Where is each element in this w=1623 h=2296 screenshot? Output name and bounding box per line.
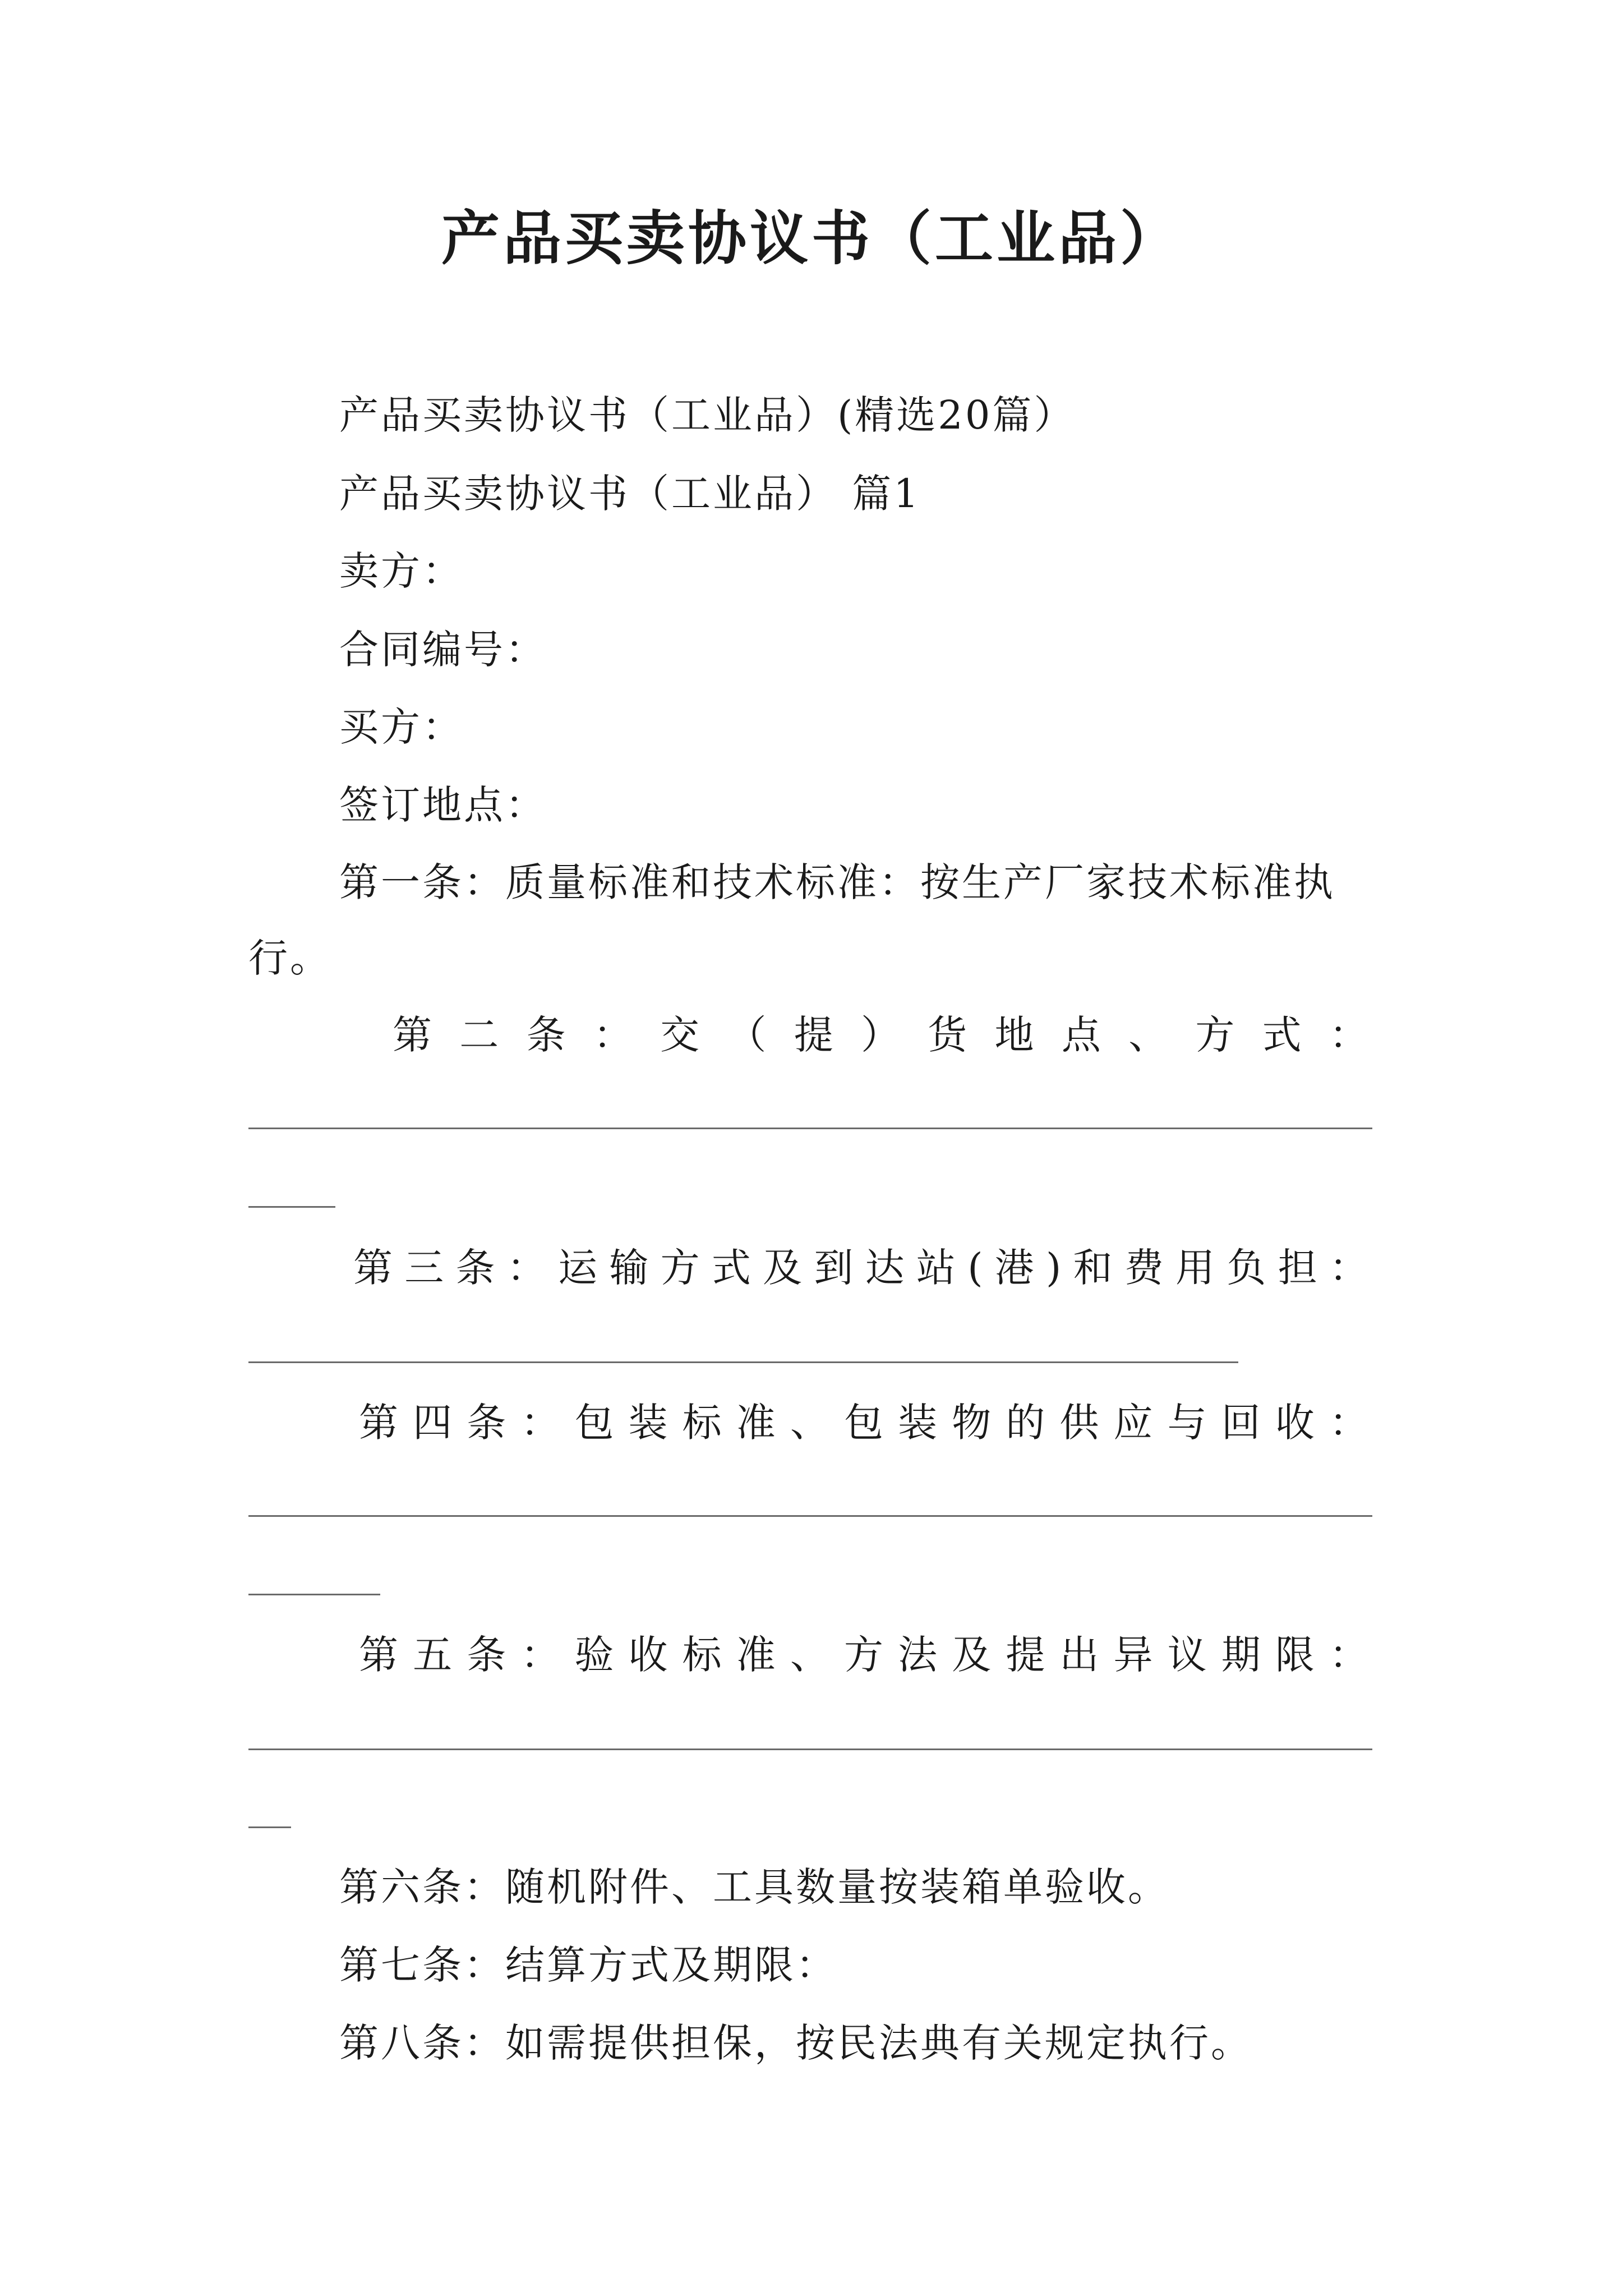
char: 条 [455, 1245, 495, 1291]
char: ： [1329, 1400, 1368, 1446]
char: 第 [359, 1400, 398, 1446]
char: 限 [1275, 1632, 1315, 1678]
seller-label: 卖方： [339, 548, 464, 594]
char: 港 [994, 1245, 1034, 1291]
clause-8: 第八条：如需提供担保，按民法典有关规定执行。 [339, 2020, 1252, 2066]
clause-3 [353, 1240, 1368, 1296]
char: 方 [660, 1245, 700, 1291]
fill-in-line [248, 1749, 1372, 1750]
fill-in-line [248, 1515, 1372, 1517]
char: ： [520, 1400, 560, 1446]
char: 三 [404, 1245, 444, 1291]
char: 第 [353, 1245, 393, 1291]
char: ： [520, 1632, 560, 1678]
char: 条 [526, 1012, 566, 1058]
char: 地 [994, 1012, 1034, 1058]
char: 担 [1278, 1245, 1317, 1291]
char: 及 [952, 1632, 992, 1678]
char: 准 [736, 1400, 776, 1446]
char: 条 [467, 1632, 506, 1678]
char: 装 [628, 1400, 668, 1446]
char: 、 [790, 1632, 829, 1678]
clause-1-line-1: 第一条：质量标准和技术标准：按生产厂家技术标准执 [339, 859, 1335, 905]
char: 提 [794, 1012, 833, 1058]
clause-4 [359, 1395, 1368, 1451]
char: ： [1329, 1012, 1368, 1058]
char: 验 [574, 1632, 614, 1678]
fill-in-line [248, 1206, 335, 1208]
char: ( [967, 1245, 983, 1291]
char: 和 [1073, 1245, 1113, 1291]
char: 四 [413, 1400, 453, 1446]
section-heading: 产品买卖协议书（工业品） 篇1 [339, 471, 921, 517]
char: 输 [609, 1245, 649, 1291]
clause-2 [393, 1007, 1368, 1063]
char: 费 [1124, 1245, 1164, 1291]
char: 负 [1227, 1245, 1266, 1291]
char: 期 [1221, 1632, 1261, 1678]
document-title: 产品买卖协议书（工业品） [441, 204, 1182, 273]
char: 式 [711, 1245, 751, 1291]
char: 点 [1061, 1012, 1101, 1058]
char: 、 [790, 1400, 829, 1446]
char: 标 [682, 1632, 722, 1678]
char: 应 [1113, 1400, 1153, 1446]
char: ： [1329, 1632, 1368, 1678]
char: 运 [558, 1245, 598, 1291]
clause-1-line-2: 行。 [248, 935, 331, 981]
fill-in-line [248, 1826, 291, 1828]
contract-number-label: 合同编号： [339, 627, 547, 673]
buyer-label: 买方： [339, 704, 464, 750]
char: 包 [574, 1400, 614, 1446]
char: 供 [1059, 1400, 1099, 1446]
char: 出 [1059, 1632, 1099, 1678]
char: 货 [928, 1012, 967, 1058]
char: 物 [952, 1400, 992, 1446]
char: 议 [1167, 1632, 1207, 1678]
char: 收 [1275, 1400, 1315, 1446]
char: ： [1329, 1245, 1368, 1291]
char: 方 [1195, 1012, 1235, 1058]
char: 包 [843, 1400, 883, 1446]
char: 法 [898, 1632, 938, 1678]
char: ： [506, 1245, 546, 1291]
char: 条 [467, 1400, 506, 1446]
char: 标 [682, 1400, 722, 1446]
char: 第 [393, 1012, 432, 1058]
document-subtitle: 产品买卖协议书（工业品）(精选20篇） [339, 392, 1076, 438]
char: ） [860, 1012, 900, 1058]
clause-6: 第六条：随机附件、工具数量按装箱单验收。 [339, 1864, 1169, 1910]
char: 提 [1006, 1632, 1045, 1678]
char: 五 [413, 1632, 453, 1678]
char: 交 [660, 1012, 700, 1058]
signing-place-label: 签订地点： [339, 782, 547, 828]
char: 装 [898, 1400, 938, 1446]
fill-in-line [248, 1361, 1238, 1363]
char: 及 [763, 1245, 803, 1291]
char: （ [727, 1012, 767, 1058]
char: 与 [1167, 1400, 1207, 1446]
char: ) [1046, 1245, 1062, 1291]
char: 站 [916, 1245, 956, 1291]
clause-7: 第七条：结算方式及期限： [339, 1942, 837, 1988]
char: 用 [1175, 1245, 1215, 1291]
char: 的 [1006, 1400, 1045, 1446]
char: 到 [814, 1245, 854, 1291]
fill-in-line [248, 1594, 380, 1595]
char: 、 [1128, 1012, 1168, 1058]
char: 准 [736, 1632, 776, 1678]
char: 收 [628, 1632, 668, 1678]
clause-5 [359, 1627, 1368, 1683]
char: ： [593, 1012, 633, 1058]
char: 二 [459, 1012, 499, 1058]
char: 式 [1262, 1012, 1302, 1058]
char: 回 [1221, 1400, 1261, 1446]
char: 达 [865, 1245, 905, 1291]
fill-in-line [248, 1128, 1372, 1129]
char: 异 [1113, 1632, 1153, 1678]
char: 方 [843, 1632, 883, 1678]
char: 第 [359, 1632, 398, 1678]
